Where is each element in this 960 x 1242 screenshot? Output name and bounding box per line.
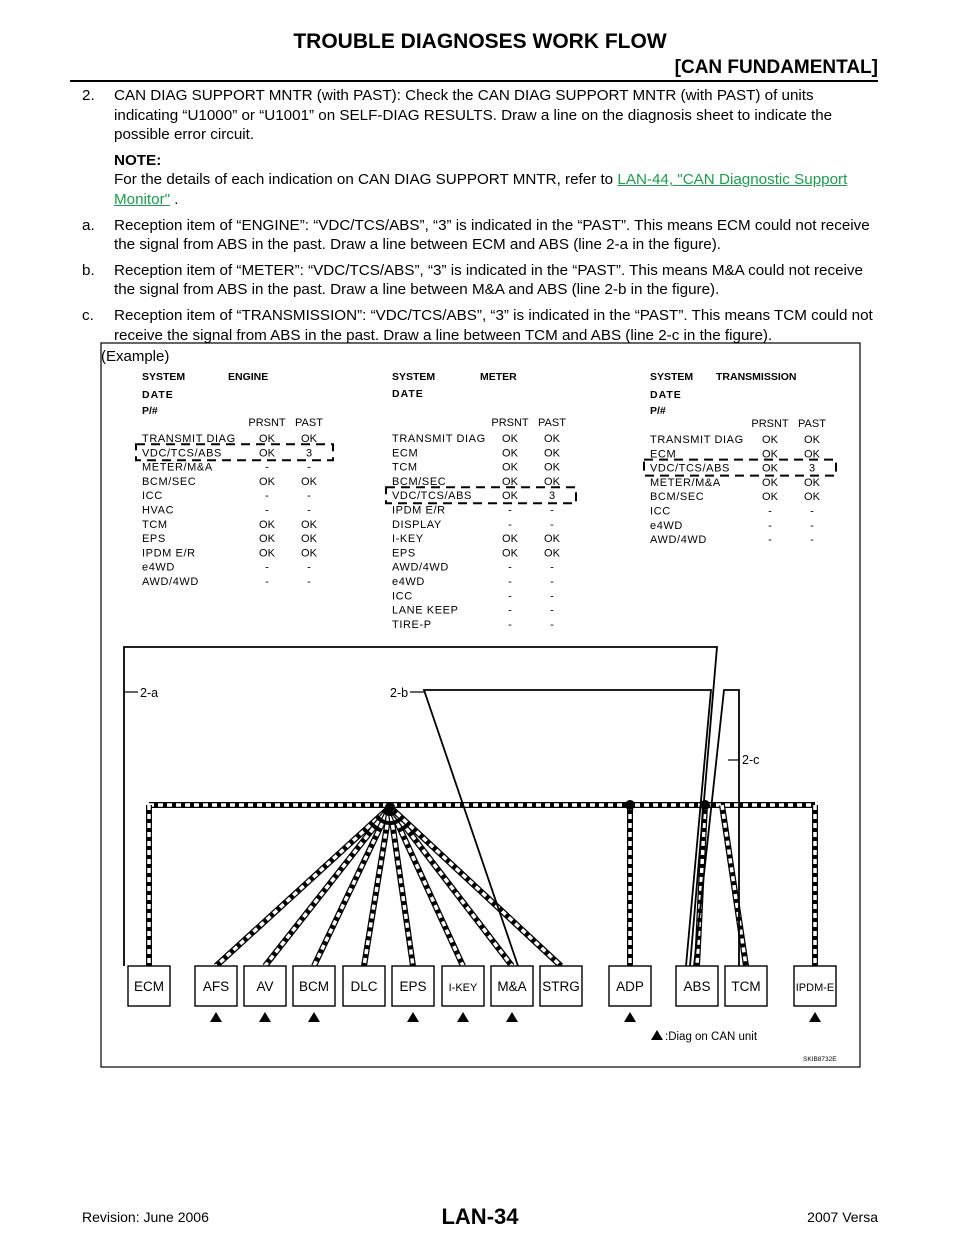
panel-row-item: LANE KEEP xyxy=(392,604,459,617)
panel-row-item: BCM/SEC xyxy=(392,475,447,488)
panel-row-prsnt: OK xyxy=(502,533,518,546)
unit-label-ma: M&A xyxy=(497,979,527,994)
panel-row-past: OK xyxy=(544,533,560,546)
panel-col-prsnt: PRSNT xyxy=(491,417,529,429)
panel-date: DATE xyxy=(392,388,424,400)
panel-row-item: VDC/TCS/ABS xyxy=(142,447,222,460)
unit-label-ikey: I-KEY xyxy=(448,982,478,994)
panel-row-past: - xyxy=(307,490,311,503)
panel-row-item: ICC xyxy=(142,490,163,503)
step-2-number: 2. xyxy=(82,87,95,104)
panel-row-prsnt: - xyxy=(265,461,269,474)
legend-text: :Diag on CAN unit xyxy=(665,1031,758,1043)
panel-row-prsnt: OK xyxy=(502,447,518,460)
panel-row-prsnt: OK xyxy=(762,434,778,446)
panel-col-past: PAST xyxy=(798,418,826,430)
step-2a-text: Reception item of “ENGINE”: “VDC/TCS/ABS”, “3” is indicated in the “PAST”. This means ECM could not receive the signal from ABS in the past. Draw a line between ECM and ABS (line 2-a in the figure). xyxy=(114,216,870,254)
panel-col-past: PAST xyxy=(295,417,323,429)
step-2c-mark: c. xyxy=(82,306,94,324)
panel-row-prsnt: - xyxy=(508,576,512,588)
error-line-2b xyxy=(424,690,711,966)
panel-row-prsnt: OK xyxy=(762,448,778,461)
panel-row-past: OK xyxy=(301,547,317,560)
note-end: . xyxy=(174,190,179,208)
panel-row-past: - xyxy=(550,590,554,603)
diag-triangle-icon xyxy=(407,1012,419,1022)
note-text: For the details of each indication on CAN DIAG SUPPORT MNTR, refer to xyxy=(114,171,614,189)
panel-row-prsnt: - xyxy=(265,576,269,588)
diag-triangle-icon xyxy=(259,1012,271,1022)
bus-junction xyxy=(625,800,635,810)
panel-row-past: - xyxy=(810,505,814,518)
label-2b: 2-b xyxy=(390,686,409,700)
panel-row-item: METER/M&A xyxy=(650,476,721,489)
panel-row-prsnt: - xyxy=(265,504,269,517)
page-title: TROUBLE DIAGNOSES WORK FLOW xyxy=(293,30,667,53)
unit-label-adp: ADP xyxy=(616,979,644,994)
panel-row-past: - xyxy=(550,504,554,517)
panel-row-past: 3 xyxy=(808,462,816,475)
panel-system-name: ENGINE xyxy=(228,371,269,383)
panel-system-label: SYSTEM xyxy=(142,371,186,383)
step-2a-mark: a. xyxy=(82,216,95,234)
panel-pnum: P/# xyxy=(142,405,158,417)
panel-date: DATE xyxy=(650,389,682,401)
panel-col-prsnt: PRSNT xyxy=(248,417,286,429)
panel-row-past: OK xyxy=(301,518,317,531)
panel-row-prsnt: OK xyxy=(259,433,275,445)
panel-row-past: - xyxy=(550,518,554,531)
unit-label-tcm: TCM xyxy=(731,979,761,994)
panel-row-item: e4WD xyxy=(392,576,425,588)
unit-label-eps: EPS xyxy=(399,979,427,994)
panel-row-past: - xyxy=(550,561,554,574)
panel-row-prsnt: - xyxy=(508,518,512,531)
panel-row-item: TCM xyxy=(392,461,418,474)
panel-row-prsnt: OK xyxy=(259,533,275,546)
panel-row-item: AWD/4WD xyxy=(392,561,449,574)
panel-system-label: SYSTEM xyxy=(392,371,436,383)
panel-row-prsnt: - xyxy=(508,590,512,603)
diag-triangle-icon xyxy=(506,1012,518,1022)
panel-row-past: OK xyxy=(544,475,560,488)
panel-row-prsnt: - xyxy=(768,519,772,532)
panel-row-prsnt: OK xyxy=(502,433,518,445)
panel-row-past: - xyxy=(550,618,554,631)
panel-row-prsnt: - xyxy=(265,561,269,574)
panel-row-past: - xyxy=(550,604,554,617)
panel-row-prsnt: - xyxy=(508,618,512,631)
unit-label-afs: AFS xyxy=(202,979,230,994)
figure-code: SKIB8732E xyxy=(803,1056,837,1063)
panel-row-item: e4WD xyxy=(650,519,683,532)
panel-row-item: ICC xyxy=(650,505,671,518)
panel-row-item: ECM xyxy=(650,448,677,461)
panel-row-item: EPS xyxy=(142,533,166,546)
panel-row-prsnt: - xyxy=(508,604,512,617)
footer-model: 2007 Versa xyxy=(807,1209,878,1225)
panel-row-item: TCM xyxy=(142,518,168,531)
panel-row-prsnt: - xyxy=(768,534,772,547)
panel-row-item: METER/M&A xyxy=(142,461,213,474)
panel-row-prsnt: - xyxy=(508,504,512,517)
panel-col-past: PAST xyxy=(538,417,566,429)
panel-row-item: DISPLAY xyxy=(392,518,442,531)
panel-row-past: OK xyxy=(301,433,317,445)
panel-row-prsnt: OK xyxy=(502,547,518,560)
panel-row-prsnt: - xyxy=(508,561,512,574)
unit-label-bcm: BCM xyxy=(299,979,329,994)
example-label: (Example) xyxy=(101,348,170,365)
panel-row-prsnt: OK xyxy=(259,447,275,460)
lan-44-link[interactable]: LAN-44, "CAN Diagnostic Support Monitor" xyxy=(114,171,848,208)
panel-row-item: ICC xyxy=(392,590,413,603)
unit-label-dlc: DLC xyxy=(350,979,378,994)
diag-triangle-icon xyxy=(457,1012,469,1022)
panel-row-past: OK xyxy=(544,433,560,445)
panel-row-prsnt: OK xyxy=(259,518,275,531)
legend-triangle-icon xyxy=(651,1030,663,1040)
panel-row-past: - xyxy=(307,576,311,588)
panel-row-item: BCM/SEC xyxy=(142,475,197,488)
panel-row-past: OK xyxy=(804,491,820,504)
label-2c: 2-c xyxy=(742,753,760,767)
panel-row-prsnt: OK xyxy=(762,476,778,489)
panel-row-prsnt: OK xyxy=(502,461,518,474)
panel-row-item: ECM xyxy=(392,447,419,460)
panel-row-past: OK xyxy=(301,533,317,546)
panel-row-item: EPS xyxy=(392,547,416,560)
panel-row-past: - xyxy=(550,576,554,588)
panel-row-past: - xyxy=(307,561,311,574)
panel-row-item: TRANSMIT DIAG xyxy=(142,433,236,445)
bus-junction xyxy=(385,802,395,812)
step-2b-text: Reception item of “METER”: “VDC/TCS/ABS”, “3” is indicated in the “PAST”. This means M&A could not receive the signal from ABS in the past. Draw a line between M&A and ABS (line 2-b in the figure). xyxy=(114,261,863,299)
unit-label-ecm: ECM xyxy=(134,979,164,994)
panel-row-past: OK xyxy=(544,447,560,460)
step-2b-mark: b. xyxy=(82,261,95,279)
panel-system-name: METER xyxy=(480,371,517,383)
panel-row-past: - xyxy=(810,534,814,547)
unit-label-strg: STRG xyxy=(542,979,580,994)
panel-row-prsnt: OK xyxy=(259,547,275,560)
panel-system-name: TRANSMISSION xyxy=(716,371,797,383)
unit-label-av: AV xyxy=(256,979,274,994)
footer-revision: Revision: June 2006 xyxy=(82,1209,209,1225)
panel-row-past: OK xyxy=(301,475,317,488)
step-2-text: CAN DIAG SUPPORT MNTR (with PAST): Check the CAN DIAG SUPPORT MNTR (with PAST) of units indicating “U1000” or “U1001” on SELF-DIAG RESULTS. Draw a line on the diagnosis sheet to indicate the possible error circuit. xyxy=(114,87,833,144)
panel-date: DATE xyxy=(142,389,174,401)
panel-row-item: BCM/SEC xyxy=(650,491,705,504)
note-label: NOTE: xyxy=(114,151,162,169)
panel-row-prsnt: OK xyxy=(259,475,275,488)
panel-row-past: 3 xyxy=(548,490,556,503)
panel-row-past: OK xyxy=(544,461,560,474)
panel-row-past: - xyxy=(810,519,814,532)
step-2c-text: Reception item of “TRANSMISSION”: “VDC/TCS/ABS”, “3” is indicated in the “PAST”. This means TCM could not receive the signal from ABS in the past. Draw a line between TCM and ABS (line 2-c in the figure). xyxy=(114,306,873,344)
diag-triangle-icon xyxy=(308,1012,320,1022)
panel-row-past: - xyxy=(307,504,311,517)
panel-row-item: TRANSMIT DIAG xyxy=(650,434,744,446)
unit-label-abs: ABS xyxy=(683,979,711,994)
panel-row-past: OK xyxy=(804,434,820,446)
panel-row-past: OK xyxy=(804,448,820,461)
panel-row-past: OK xyxy=(544,547,560,560)
panel-row-past: OK xyxy=(804,476,820,489)
panel-row-item: IPDM E/R xyxy=(142,547,196,560)
panel-col-prsnt: PRSNT xyxy=(751,418,789,430)
panel-pnum: P/# xyxy=(650,405,666,417)
label-2a: 2-a xyxy=(140,686,159,700)
panel-system-label: SYSTEM xyxy=(650,371,694,383)
panel-row-item: VDC/TCS/ABS xyxy=(650,462,730,475)
panel-row-prsnt: OK xyxy=(762,491,778,504)
panel-row-prsnt: OK xyxy=(502,475,518,488)
section-subtitle: [CAN FUNDAMENTAL] xyxy=(674,57,878,78)
panel-row-past: 3 xyxy=(305,447,313,460)
panel-row-item: TRANSMIT DIAG xyxy=(392,433,486,445)
panel-row-item: VDC/TCS/ABS xyxy=(392,490,472,503)
panel-row-prsnt: OK xyxy=(502,490,518,503)
unit-label-ipdme: IPDM-E xyxy=(795,982,835,994)
panel-row-past: - xyxy=(307,461,311,474)
diag-triangle-icon xyxy=(210,1012,222,1022)
panel-row-item: AWD/4WD xyxy=(650,534,707,547)
panel-row-prsnt: OK xyxy=(762,462,778,475)
panel-row-item: e4WD xyxy=(142,561,175,574)
footer-page-number: LAN-34 xyxy=(441,1204,519,1229)
panel-row-item: HVAC xyxy=(142,504,175,517)
panel-row-item: I-KEY xyxy=(392,533,424,546)
diag-triangle-icon xyxy=(809,1012,821,1022)
panel-row-item: IPDM E/R xyxy=(392,504,446,517)
panel-row-item: AWD/4WD xyxy=(142,576,199,588)
panel-row-prsnt: - xyxy=(768,505,772,518)
panel-row-prsnt: - xyxy=(265,490,269,503)
panel-row-item: TIRE-P xyxy=(392,618,432,631)
diag-triangle-icon xyxy=(624,1012,636,1022)
